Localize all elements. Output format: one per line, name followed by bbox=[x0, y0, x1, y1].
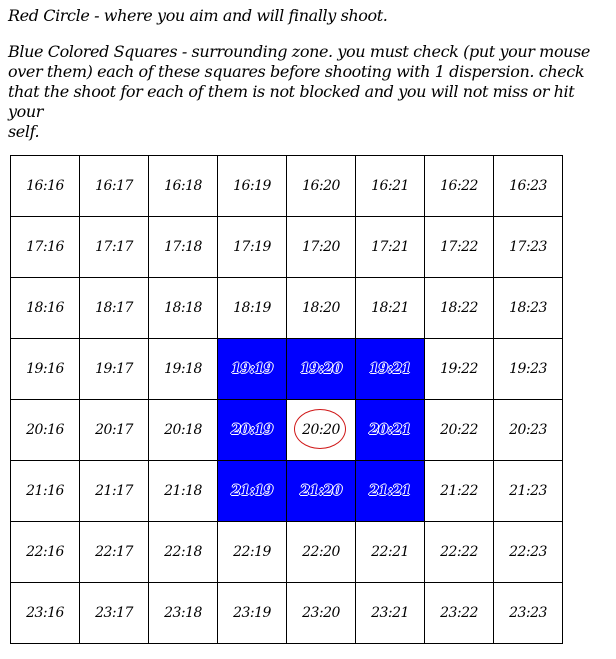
grid-cell[interactable] bbox=[149, 522, 218, 583]
grid-cell[interactable] bbox=[80, 522, 149, 583]
grid-cell[interactable] bbox=[80, 278, 149, 339]
cell-coordinate-label: 20:22 bbox=[440, 422, 478, 438]
grid-cell[interactable] bbox=[494, 400, 563, 461]
surrounding-zone-cell[interactable] bbox=[356, 400, 425, 461]
grid-cell[interactable] bbox=[218, 583, 287, 644]
cell-coordinate-label: 18:23 bbox=[509, 300, 547, 316]
cell-coordinate-label: 16:20 bbox=[302, 178, 340, 194]
grid-cell[interactable] bbox=[149, 583, 218, 644]
cell-coordinate-label: 20:21 bbox=[369, 422, 411, 438]
grid-cell[interactable] bbox=[11, 217, 80, 278]
grid-cell[interactable] bbox=[11, 400, 80, 461]
cell-coordinate-label: 19:20 bbox=[300, 361, 342, 377]
grid-cell[interactable] bbox=[149, 278, 218, 339]
cell-coordinate-label: 21:20 bbox=[300, 483, 342, 499]
cell-coordinate-label: 20:18 bbox=[164, 422, 202, 438]
grid-cell[interactable] bbox=[425, 522, 494, 583]
surrounding-zone-cell[interactable] bbox=[287, 339, 356, 400]
cell-coordinate-label: 16:18 bbox=[164, 178, 202, 194]
cell-coordinate-label: 22:22 bbox=[440, 544, 478, 560]
cell-coordinate-label: 19:17 bbox=[95, 361, 133, 377]
blue-squares-legend-line: over them) each of these squares before shooting with 1 dispersion. check bbox=[8, 62, 585, 81]
cell-coordinate-label: 19:18 bbox=[164, 361, 202, 377]
cell-coordinate-label: 22:20 bbox=[302, 544, 340, 560]
grid-cell[interactable] bbox=[11, 522, 80, 583]
cell-coordinate-label: 17:19 bbox=[233, 239, 271, 255]
cell-coordinate-label: 23:19 bbox=[233, 605, 271, 621]
grid-cell[interactable] bbox=[494, 217, 563, 278]
cell-coordinate-label: 18:22 bbox=[440, 300, 478, 316]
cell-coordinate-label: 20:23 bbox=[509, 422, 547, 438]
grid-cell[interactable] bbox=[494, 522, 563, 583]
grid-cell[interactable] bbox=[356, 156, 425, 217]
surrounding-zone-cell[interactable] bbox=[356, 339, 425, 400]
grid-cell[interactable] bbox=[287, 583, 356, 644]
cell-coordinate-label: 21:17 bbox=[95, 483, 133, 499]
surrounding-zone-cell[interactable] bbox=[218, 461, 287, 522]
cell-coordinate-label: 16:23 bbox=[509, 178, 547, 194]
cell-coordinate-label: 17:16 bbox=[26, 239, 64, 255]
grid-cell[interactable] bbox=[80, 400, 149, 461]
surrounding-zone-cell[interactable] bbox=[218, 400, 287, 461]
grid-cell[interactable] bbox=[218, 156, 287, 217]
cell-coordinate-label: 21:19 bbox=[231, 483, 273, 499]
cell-coordinate-label: 18:17 bbox=[95, 300, 133, 316]
grid-cell[interactable] bbox=[11, 461, 80, 522]
grid-cell[interactable] bbox=[356, 522, 425, 583]
cell-coordinate-label: 23:22 bbox=[440, 605, 478, 621]
cell-coordinate-label: 18:16 bbox=[26, 300, 64, 316]
cell-coordinate-label: 17:22 bbox=[440, 239, 478, 255]
grid-cell[interactable] bbox=[425, 217, 494, 278]
cell-coordinate-label: 16:17 bbox=[95, 178, 133, 194]
cell-coordinate-label: 22:16 bbox=[26, 544, 64, 560]
grid-cell[interactable] bbox=[287, 522, 356, 583]
grid-cell[interactable] bbox=[80, 339, 149, 400]
cell-coordinate-label: 16:22 bbox=[440, 178, 478, 194]
grid-cell[interactable] bbox=[494, 461, 563, 522]
cell-coordinate-label: 23:18 bbox=[164, 605, 202, 621]
blue-squares-legend-line: Blue Colored Squares - surrounding zone. you must check (put your mouse bbox=[8, 42, 590, 61]
cell-coordinate-label: 18:18 bbox=[164, 300, 202, 316]
cell-coordinate-label: 23:23 bbox=[509, 605, 547, 621]
grid-cell[interactable] bbox=[149, 339, 218, 400]
cell-coordinate-label: 17:23 bbox=[509, 239, 547, 255]
cell-coordinate-label: 23:21 bbox=[371, 605, 409, 621]
grid-cell[interactable] bbox=[80, 461, 149, 522]
cell-coordinate-label: 19:21 bbox=[369, 361, 411, 377]
cell-coordinate-label: 20:16 bbox=[26, 422, 64, 438]
cell-coordinate-label: 20:17 bbox=[95, 422, 133, 438]
grid-cell[interactable] bbox=[287, 278, 356, 339]
cell-coordinate-label: 19:23 bbox=[509, 361, 547, 377]
blue-squares-legend-line: self. bbox=[8, 122, 40, 141]
red-circle-legend: Red Circle - where you aim and will finally shoot. bbox=[8, 6, 388, 25]
cell-coordinate-label: 23:16 bbox=[26, 605, 64, 621]
cell-coordinate-label: 21:18 bbox=[164, 483, 202, 499]
grid-cell[interactable] bbox=[287, 156, 356, 217]
grid-cell[interactable] bbox=[218, 522, 287, 583]
grid-cell[interactable] bbox=[356, 278, 425, 339]
grid-cell[interactable] bbox=[494, 339, 563, 400]
blue-squares-legend bbox=[8, 42, 612, 142]
grid-cell[interactable] bbox=[425, 583, 494, 644]
cell-coordinate-label: 22:21 bbox=[371, 544, 409, 560]
cell-coordinate-label: 16:21 bbox=[371, 178, 409, 194]
cell-coordinate-label: 18:20 bbox=[302, 300, 340, 316]
cell-coordinate-label: 17:18 bbox=[164, 239, 202, 255]
grid-cell[interactable] bbox=[11, 339, 80, 400]
coordinate-grid bbox=[10, 155, 563, 644]
cell-coordinate-label: 23:20 bbox=[302, 605, 340, 621]
grid-cell[interactable] bbox=[218, 217, 287, 278]
grid-cell[interactable] bbox=[425, 461, 494, 522]
cell-coordinate-label: 20:19 bbox=[231, 422, 273, 438]
blue-squares-legend-line: that the shoot for each of them is not blocked and you will not miss or hit your bbox=[8, 82, 575, 121]
grid-cell[interactable] bbox=[356, 217, 425, 278]
grid-cell[interactable] bbox=[11, 156, 80, 217]
cell-coordinate-label: 16:16 bbox=[26, 178, 64, 194]
cell-coordinate-label: 22:17 bbox=[95, 544, 133, 560]
cell-coordinate-label: 20:20 bbox=[302, 422, 340, 438]
grid-cell[interactable] bbox=[149, 461, 218, 522]
grid-cell[interactable] bbox=[425, 400, 494, 461]
cell-coordinate-label: 21:21 bbox=[369, 483, 411, 499]
grid-cell[interactable] bbox=[149, 156, 218, 217]
cell-coordinate-label: 19:19 bbox=[231, 361, 273, 377]
grid-cell[interactable] bbox=[494, 278, 563, 339]
surrounding-zone-cell[interactable] bbox=[287, 461, 356, 522]
cell-coordinate-label: 21:16 bbox=[26, 483, 64, 499]
cell-coordinate-label: 23:17 bbox=[95, 605, 133, 621]
surrounding-zone-cell[interactable] bbox=[356, 461, 425, 522]
grid-cell[interactable] bbox=[80, 583, 149, 644]
surrounding-zone-cell[interactable] bbox=[218, 339, 287, 400]
grid-cell[interactable] bbox=[11, 583, 80, 644]
grid-cell[interactable] bbox=[218, 278, 287, 339]
grid-cell[interactable] bbox=[494, 583, 563, 644]
grid-cell[interactable] bbox=[287, 217, 356, 278]
cell-coordinate-label: 19:16 bbox=[26, 361, 64, 377]
cell-coordinate-label: 17:20 bbox=[302, 239, 340, 255]
cell-coordinate-label: 21:22 bbox=[440, 483, 478, 499]
cell-coordinate-label: 19:22 bbox=[440, 361, 478, 377]
cell-coordinate-label: 17:21 bbox=[371, 239, 409, 255]
grid-cell[interactable] bbox=[425, 156, 494, 217]
grid-cell[interactable] bbox=[356, 583, 425, 644]
legend-text bbox=[8, 6, 612, 142]
grid-cell[interactable] bbox=[80, 217, 149, 278]
grid-cell[interactable] bbox=[149, 217, 218, 278]
grid-cell[interactable] bbox=[494, 156, 563, 217]
cell-coordinate-label: 22:18 bbox=[164, 544, 202, 560]
grid-cell[interactable] bbox=[80, 156, 149, 217]
cell-coordinate-label: 21:23 bbox=[509, 483, 547, 499]
cell-coordinate-label: 22:19 bbox=[233, 544, 271, 560]
cell-coordinate-label: 17:17 bbox=[95, 239, 133, 255]
cell-coordinate-label: 16:19 bbox=[233, 178, 271, 194]
grid-cell[interactable] bbox=[11, 278, 80, 339]
cell-coordinate-label: 18:19 bbox=[233, 300, 271, 316]
target-cell[interactable] bbox=[287, 400, 356, 461]
cell-coordinate-label: 18:21 bbox=[371, 300, 409, 316]
grid-cell[interactable] bbox=[149, 400, 218, 461]
cell-coordinate-label: 22:23 bbox=[509, 544, 547, 560]
grid-cell[interactable] bbox=[425, 278, 494, 339]
grid-cell[interactable] bbox=[425, 339, 494, 400]
